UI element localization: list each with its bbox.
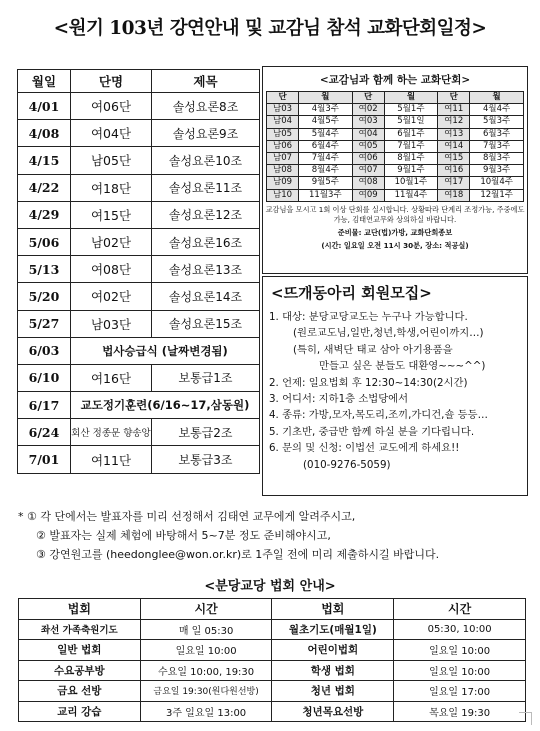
gm-week: 4월4주 — [470, 104, 524, 116]
service-time: 일요일 10:00 — [140, 640, 272, 661]
schedule-row — [18, 446, 260, 473]
schedule-row — [18, 310, 260, 337]
gm-group: 여09 — [352, 189, 384, 201]
schedule-row — [18, 93, 260, 120]
club-line: (특히, 새벽단 태교 삼아 아기용품을 — [293, 343, 453, 356]
service-name: 교리 강습 — [19, 701, 141, 722]
knitting-club-title: <뜨개동아리 회원모집> — [271, 284, 432, 302]
group-meeting-title: <교감님과 함께 하는 교화단회> — [319, 74, 471, 86]
schedule-group: 남05단 — [71, 147, 152, 174]
club-line: 1. 대상: 분당교당교도는 누구나 가능합니다. — [269, 311, 468, 323]
schedule-date: 4/22 — [18, 174, 71, 201]
service-name: 금요 선방 — [19, 681, 141, 702]
gm-group: 남04 — [267, 116, 299, 128]
schedule-topic: 솔성요론8조 — [152, 93, 260, 120]
lecture-schedule-table — [17, 69, 260, 474]
service-name: 수요공부방 — [19, 660, 141, 681]
gm-week: 9월5주 — [299, 177, 352, 189]
service-time: 05:30, 10:00 — [394, 619, 526, 640]
note-line: ② 발표자는 실제 체험에 바탕해서 5~7분 정도 준비해야시고, — [36, 529, 331, 542]
schedule-topic: 솔성요론11조 — [152, 174, 260, 201]
service-time: 일요일 10:00 — [394, 640, 526, 661]
gm-group: 남10 — [267, 189, 299, 201]
group-meeting-time-place: (시간: 일요일 오전 11시 30분, 장소: 적공실) — [321, 240, 469, 250]
knitting-club-box — [262, 276, 528, 496]
gm-header: 월 — [470, 92, 524, 104]
gm-group: 여08 — [352, 177, 384, 189]
gm-week: 8월3주 — [470, 152, 524, 164]
schedule-topic: 솔성요론14조 — [152, 283, 260, 310]
service-name: 청년목요선방 — [272, 701, 394, 722]
schedule-row — [18, 174, 260, 201]
gm-week: 9월3주 — [470, 165, 524, 177]
schedule-group: 남02단 — [71, 228, 152, 255]
schedule-date: 6/17 — [18, 392, 71, 419]
schedule-group: 회산 정종문 향송앙 — [71, 419, 152, 446]
group-meeting-row — [267, 104, 524, 116]
club-line: 2. 언제: 일요법회 후 12:30~14:30(2시간) — [269, 376, 468, 389]
club-line: 4. 종류: 가방,모자,목도리,조끼,가디건,숄 등등… — [269, 409, 488, 422]
schedule-row — [18, 256, 260, 283]
services-row — [19, 701, 526, 722]
schedule-header-row — [18, 70, 260, 93]
gm-group: 여18 — [438, 189, 470, 201]
gm-group: 남05 — [267, 128, 299, 140]
gm-week: 7월1주 — [384, 140, 437, 152]
gm-header: 월 — [299, 92, 352, 104]
group-meeting-row — [267, 189, 524, 201]
gm-week: 6월3주 — [470, 128, 524, 140]
schedule-topic: 보통급3조 — [152, 446, 260, 473]
gm-group: 남07 — [267, 152, 299, 164]
gm-group: 여16 — [438, 165, 470, 177]
service-time: 수요일 10:00, 19:30 — [140, 660, 272, 681]
schedule-row — [18, 120, 260, 147]
schedule-date: 4/15 — [18, 147, 71, 174]
schedule-row — [18, 283, 260, 310]
schedule-topic: 솔성요론12조 — [152, 201, 260, 228]
gm-group: 남06 — [267, 140, 299, 152]
services-title: <분당교당 법회 안내> — [204, 579, 336, 594]
schedule-row — [18, 419, 260, 446]
schedule-topic: 솔성요론13조 — [152, 256, 260, 283]
gm-group: 여04 — [352, 128, 384, 140]
schedule-row — [18, 392, 260, 419]
gm-week: 8월1주 — [384, 152, 437, 164]
group-meeting-row — [267, 128, 524, 140]
service-time: 일요일 17:00 — [394, 681, 526, 702]
gm-group: 남09 — [267, 177, 299, 189]
schedule-date: 4/29 — [18, 201, 71, 228]
gm-group: 여02 — [352, 104, 384, 116]
gm-group: 여14 — [438, 140, 470, 152]
gm-week: 6월4주 — [299, 140, 352, 152]
schedule-row — [18, 228, 260, 255]
schedule-group: 여08단 — [71, 256, 152, 283]
header-date: 월일 — [18, 70, 71, 93]
schedule-row — [18, 337, 260, 364]
gm-week: 11월4주 — [384, 189, 437, 201]
gm-week: 5월4주 — [299, 128, 352, 140]
group-meeting-row — [267, 116, 524, 128]
schedule-date: 6/24 — [18, 419, 71, 446]
page-corner-mark — [519, 712, 532, 725]
page-title: <원기 103년 강연안내 및 교감님 참석 교화단회일정> — [53, 18, 487, 39]
service-time: 3주 일요일 13:00 — [140, 701, 272, 722]
gm-week: 10월4주 — [470, 177, 524, 189]
schedule-topic: 솔성요론16조 — [152, 228, 260, 255]
gm-group: 남03 — [267, 104, 299, 116]
services-table — [18, 598, 526, 722]
gm-week: 4월5주 — [299, 116, 352, 128]
header-group: 단명 — [71, 70, 152, 93]
service-name: 청년 법회 — [272, 681, 394, 702]
schedule-row — [18, 364, 260, 391]
gm-group: 여13 — [438, 128, 470, 140]
service-name: 좌선 가족축원기도 — [19, 619, 141, 640]
schedule-date: 7/01 — [18, 446, 71, 473]
schedule-date: 5/13 — [18, 256, 71, 283]
gm-header: 월 — [384, 92, 437, 104]
schedule-topic: 솔성요론15조 — [152, 310, 260, 337]
schedule-topic: 보통급1조 — [152, 364, 260, 391]
club-contact-phone: (010-9276-5059) — [303, 458, 391, 471]
gm-group: 여17 — [438, 177, 470, 189]
gm-week: 8월4주 — [299, 165, 352, 177]
club-line: 6. 문의 및 신청: 이법선 교도에게 하세요!! — [269, 442, 460, 455]
schedule-date: 5/06 — [18, 228, 71, 255]
schedule-group: 여04단 — [71, 120, 152, 147]
schedule-group: 여06단 — [71, 93, 152, 120]
group-meeting-row — [267, 140, 524, 152]
club-line: 만들고 싶은 분들도 대환영~~~^^) — [319, 360, 486, 373]
service-name: 어린이법회 — [272, 640, 394, 661]
gm-week: 12월1주 — [470, 189, 524, 201]
group-meeting-row — [267, 165, 524, 177]
gm-group: 여15 — [438, 152, 470, 164]
services-header: 법회 — [272, 599, 394, 620]
schedule-date: 6/10 — [18, 364, 71, 391]
gm-week: 5월1주 — [384, 104, 437, 116]
services-header: 법회 — [19, 599, 141, 620]
service-time: 목요일 19:30 — [394, 701, 526, 722]
gm-group: 여03 — [352, 116, 384, 128]
club-line: 3. 어디서: 지하1층 소법당에서 — [269, 393, 409, 406]
group-meeting-table — [266, 91, 524, 202]
note-line: ③ 강연원고를 (heedonglee@won.or.kr)로 1주일 전에 미리 제출하시길 바랍니다. — [36, 548, 440, 561]
gm-week: 11월3주 — [299, 189, 352, 201]
group-meeting-header-row — [267, 92, 524, 104]
schedule-group: 여16단 — [71, 364, 152, 391]
gm-week: 7월4주 — [299, 152, 352, 164]
schedule-date: 6/03 — [18, 337, 71, 364]
schedule-group: 여15단 — [71, 201, 152, 228]
services-header-row — [19, 599, 526, 620]
gm-header: 단 — [267, 92, 299, 104]
service-name: 일반 법회 — [19, 640, 141, 661]
gm-group: 여05 — [352, 140, 384, 152]
group-meeting-box — [262, 66, 528, 274]
schedule-topic: 솔성요론9조 — [152, 120, 260, 147]
schedule-date: 4/01 — [18, 93, 71, 120]
gm-week: 5월1일 — [384, 116, 437, 128]
schedule-group: 여11단 — [71, 446, 152, 473]
gm-group: 여07 — [352, 165, 384, 177]
club-line: (원로교도님,일반,청년,학생,어린이까지…) — [293, 327, 484, 340]
schedule-date: 5/27 — [18, 310, 71, 337]
services-row — [19, 619, 526, 640]
schedule-group: 여18단 — [71, 174, 152, 201]
schedule-group: 남03단 — [71, 310, 152, 337]
schedule-date: 5/20 — [18, 283, 71, 310]
schedule-row — [18, 147, 260, 174]
gm-week: 9월1주 — [384, 165, 437, 177]
gm-group: 여06 — [352, 152, 384, 164]
services-row — [19, 640, 526, 661]
service-name: 학생 법회 — [272, 660, 394, 681]
schedule-topic: 솔성요론10조 — [152, 147, 260, 174]
gm-week: 6월1주 — [384, 128, 437, 140]
gm-week: 7월3주 — [470, 140, 524, 152]
gm-group: 여12 — [438, 116, 470, 128]
speaker-notes — [18, 507, 533, 564]
header-topic: 제목 — [152, 70, 260, 93]
club-line: 5. 기초반, 중급반 함께 하실 분을 기다립니다. — [269, 425, 475, 438]
schedule-group: 여02단 — [71, 283, 152, 310]
group-meeting-note: 교감님을 모시고 1회 이상 단회를 실시합니다. 상황따라 단계리 조정가능, 주중에도 가능, 김태연교무와 상의하실 바랍니다. — [265, 204, 525, 224]
services-header: 시간 — [394, 599, 526, 620]
gm-week: 4월3주 — [299, 104, 352, 116]
gm-header: 단 — [352, 92, 384, 104]
services-row — [19, 660, 526, 681]
group-meeting-supplies: 준비물: 교단(법)가방, 교화단회종보 — [337, 227, 453, 237]
service-time: 금요일 19:30(원다원선방) — [140, 681, 272, 702]
service-name: 월초기도(매월1일) — [272, 619, 394, 640]
service-time: 매 일 05:30 — [140, 619, 272, 640]
schedule-row — [18, 201, 260, 228]
gm-group: 여11 — [438, 104, 470, 116]
gm-header: 단 — [438, 92, 470, 104]
services-header: 시간 — [140, 599, 272, 620]
group-meeting-row — [267, 152, 524, 164]
group-meeting-row — [267, 177, 524, 189]
schedule-date: 4/08 — [18, 120, 71, 147]
schedule-topic: 보통급2조 — [152, 419, 260, 446]
schedule-merged-event: 법사승급식 (날짜변경됨) — [71, 337, 260, 364]
service-time: 일요일 10:00 — [394, 660, 526, 681]
services-row — [19, 681, 526, 702]
schedule-merged-event: 교도정기훈련(6/16~17,삼동원) — [71, 392, 260, 419]
note-line: * ① 각 단에서는 발표자를 미리 선정해서 김태연 교무에게 알려주시고, — [18, 510, 356, 523]
gm-week: 5월3주 — [470, 116, 524, 128]
gm-group: 남08 — [267, 165, 299, 177]
gm-week: 10월1주 — [384, 177, 437, 189]
